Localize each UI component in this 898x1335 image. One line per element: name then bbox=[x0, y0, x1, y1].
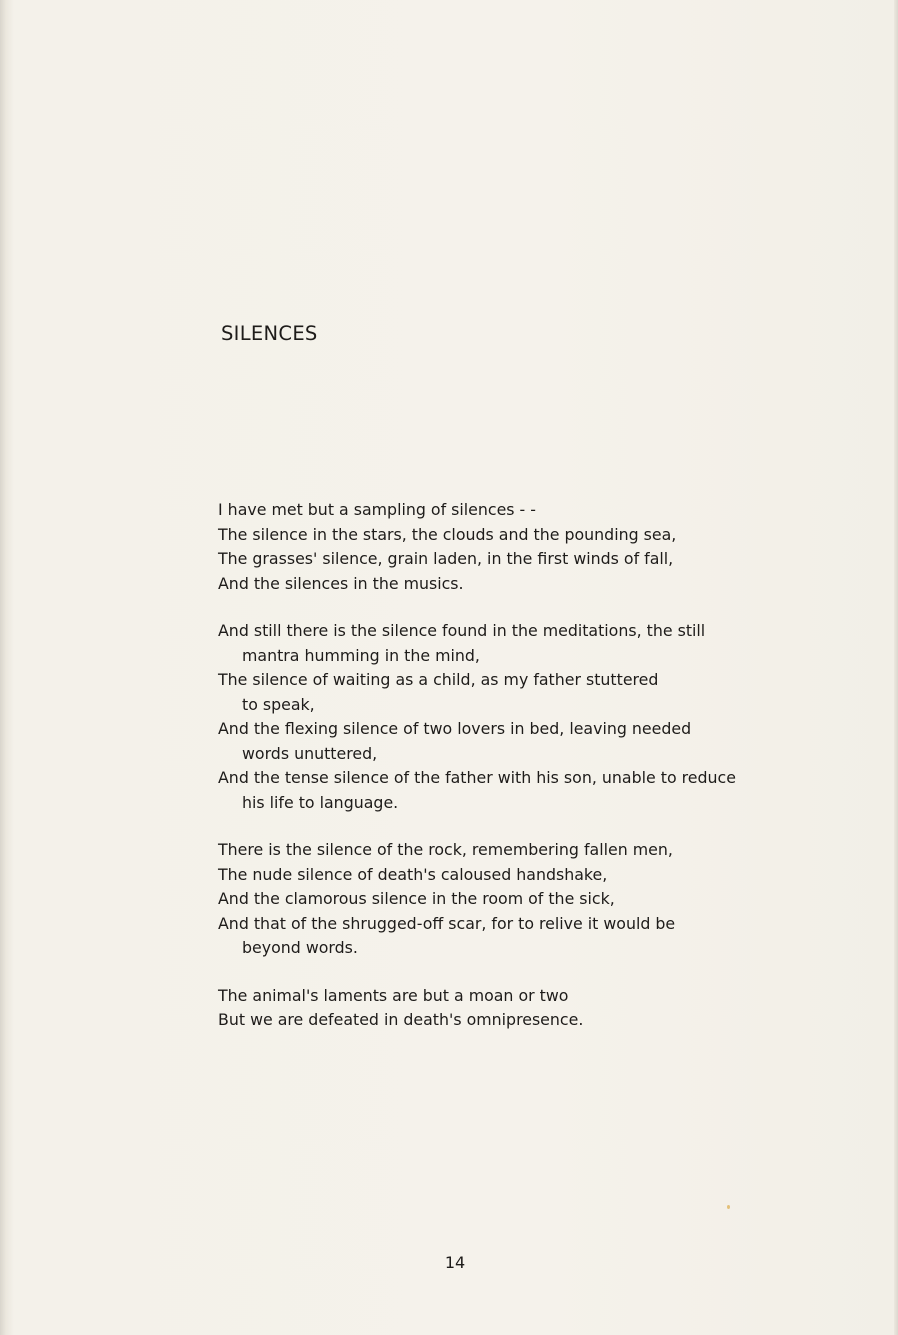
poem-line: And still there is the silence found in the meditations, the still bbox=[218, 621, 706, 640]
poem-line: mantra humming in the mind, bbox=[242, 645, 480, 665]
paper-speck bbox=[727, 1205, 730, 1209]
poem-line: The grasses' silence, grain laden, in the first winds of fall, bbox=[218, 549, 674, 568]
poem-line: But we are defeated in death's omnipresence. bbox=[218, 1010, 584, 1029]
stanza bbox=[218, 619, 838, 815]
poem-line: And the flexing silence of two lovers in bed, leaving needed bbox=[218, 719, 692, 738]
page-number: 14 bbox=[444, 1253, 466, 1272]
poem-line: The animal's laments are but a moan or two bbox=[218, 985, 569, 1005]
poem-line: I have met but a sampling of silences - - bbox=[218, 500, 536, 519]
poem-line: And the tense silence of the father with his son, unable to reduce bbox=[218, 768, 736, 787]
stanza bbox=[218, 838, 838, 961]
stanza bbox=[218, 498, 838, 596]
poem-body bbox=[218, 498, 838, 1056]
poem-line: his life to language. bbox=[242, 792, 399, 812]
poem-line: And the silences in the musics. bbox=[218, 573, 464, 593]
poem-line: The silence in the stars, the clouds and the pounding sea, bbox=[218, 524, 677, 544]
poem-title: SILENCES bbox=[221, 322, 318, 345]
poem-line: words unuttered, bbox=[242, 743, 378, 763]
poem-line: The nude silence of death's caloused handshake, bbox=[218, 864, 608, 884]
poem-line: to speak, bbox=[242, 694, 315, 714]
page-edge bbox=[894, 0, 898, 1335]
poem-line: There is the silence of the rock, remembering fallen men, bbox=[218, 840, 673, 859]
poem-line: And that of the shrugged-off scar, for to relive it would be bbox=[218, 913, 676, 933]
poem-line: And the clamorous silence in the room of the sick, bbox=[218, 889, 615, 908]
poem-line: beyond words. bbox=[242, 938, 358, 957]
stanza bbox=[218, 984, 838, 1033]
poem-line: The silence of waiting as a child, as my father stuttered bbox=[218, 670, 659, 689]
